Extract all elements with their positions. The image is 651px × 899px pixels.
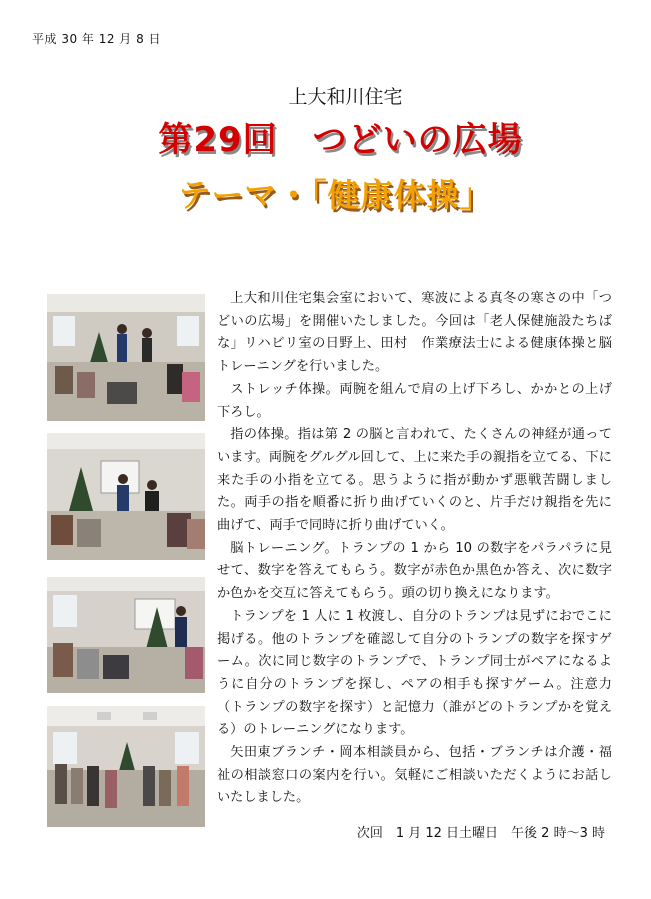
paragraph-finger-exercise: 指の体操。指は第 2 の脳と言われて、たくさんの神経が通っています。両腕をグルグル回して、上に来た手の親指を立てる、下に来た手の小指を立てる。思うように指が動かず悪戦苦闘しました。両手の指を順番に折り曲げていくのと、片手だけ親指を先に曲げて、両手で同時に折り曲げていく。 bbox=[217, 427, 612, 534]
event-title: 第29回 つどいの広場 bbox=[158, 120, 523, 160]
report-body bbox=[217, 288, 612, 810]
paragraph-stretch: ストレッチ体操。両腕を組んで肩の上げ下ろし、かかとの上げ下ろし。 bbox=[217, 381, 612, 420]
event-photo-1 bbox=[47, 294, 205, 421]
paragraph-card-game: トランプを 1 人に 1 枚渡し、自分のトランプは見ずにおでこに掲げる。他のトランプを確認して自分のトランプの数字を探すゲーム。次に同じ数字のトランプで、トランプ同士がペアになるように自分のトランプを探し、ペアの相手も探すゲーム。注意力（トランプの数字を探す）と記憶力（誰がどのトランプかを覚える）のトレーニングになります。 bbox=[217, 608, 612, 738]
event-theme: テーマ・「健康体操」 bbox=[178, 176, 493, 214]
organization-name: 上大和川住宅 bbox=[288, 86, 403, 108]
document-date: 平成 30 年 12 月 8 日 bbox=[32, 32, 162, 46]
event-photo-2 bbox=[47, 433, 205, 560]
event-photo-4 bbox=[47, 706, 205, 827]
event-photo-3 bbox=[47, 577, 205, 693]
next-session: 次回 1 月 12 日土曜日 午後 2 時～3 時 bbox=[356, 826, 605, 841]
paragraph-brain-training: 脳トレーニング。トランプの 1 から 10 の数字をパラパラに見せて、数字を答えてもらう。数字が赤色か黒色か答え、次に数字か色かを交互に答えてもらう。頭の切り換えになります。 bbox=[217, 540, 612, 602]
paragraph-intro: 上大和川住宅集会室において、寒波による真冬の寒さの中「つどいの広場」を開催いたしました。今回は「老人保健施設たちばな」リハビリ室の日野上、田村 作業療法士による健康体操と脳トレーニングを行いました。 bbox=[217, 291, 612, 375]
paragraph-consultation: 矢田東ブランチ・岡本相談員から、包括・ブランチは介護・福祉の相談窓口の案内を行い。気軽にご相談いただくようにお話しいたしました。 bbox=[217, 745, 612, 806]
